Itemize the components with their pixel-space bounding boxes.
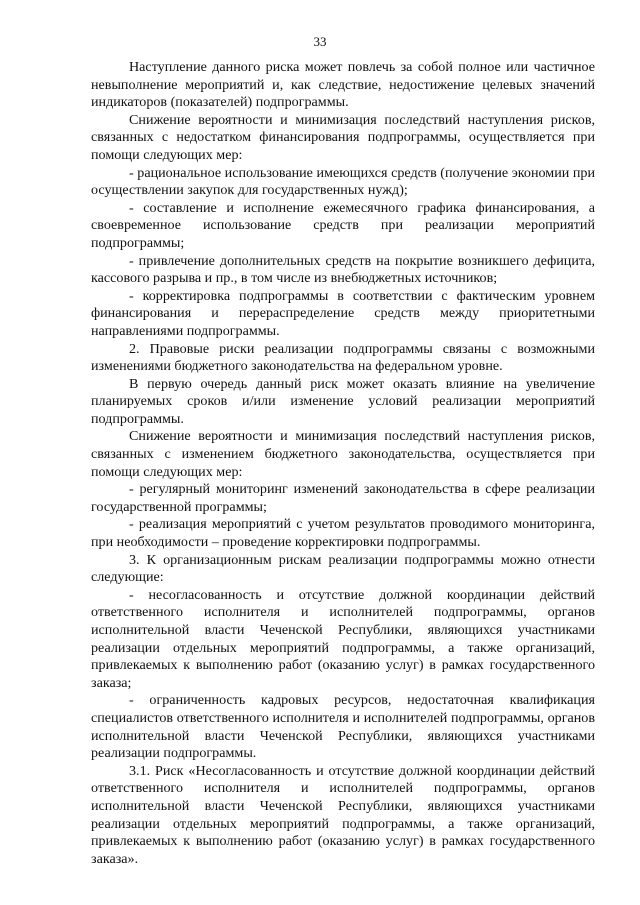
list-item: - регулярный мониторинг изменений законодательства в сфере реализации государственной программы; [91,481,595,515]
page-number: 33 [313,34,327,49]
list-item: - ограниченность кадровых ресурсов, недостаточная квалификация специалистов ответственного исполнителя и исполнителей подпрограммы, органов исполнительной власти Чеченской Республики, являющихся участниками реализации подпрограммы. [91,692,595,762]
paragraph: 3. К организационным рискам реализации подпрограммы можно отнести следующие: [91,551,595,586]
paragraph: Наступление данного риска может повлечь за собой полное или частичное невыполнение мероприятий и, как следствие, недостижение целевых значений индикаторов (показателей) подпрограммы. [91,59,595,111]
list-item: - несогласованность и отсутствие должной координации действий ответственного исполнителя и исполнителей подпрограммы, органов исполнительной власти Чеченской Республики, являющихся участниками реализации отдельных мероприятий подпрограммы, а также организаций, привлекаемых к выполнению работ (оказанию услуг) в рамках государственного заказа; [91,586,595,691]
paragraph: Снижение вероятности и минимизация последствий наступления рисков, связанных с недостатком финансирования подпрограммы, осуществляется при помощи следующих мер: [91,111,595,163]
paragraph: 3.1. Риск «Несогласованность и отсутствие должной координации действий ответственного исполнителя и исполнителей подпрограммы, органов исполнительной власти Чеченской Республики, являющихся участниками реализации отдельных мероприятий подпрограммы, а также организаций, привлекаемых к выполнению работ (оказанию услуг) в рамках государственного заказа». [91,762,595,867]
list-item: - корректировка подпрограммы в соответствии с фактическим уровнем финансирования и перераспределение средств между приоритетными направлениями подпрограммы. [91,287,595,339]
list-item: - реализация мероприятий с учетом результатов проводимого мониторинга, при необходимости – проведение корректировки подпрограммы. [91,516,595,551]
paragraph: В первую очередь данный риск может оказать влияние на увеличение планируемых сроков и/или изменение условий реализации мероприятий подпрограммы. [91,375,595,427]
body-text [91,59,595,868]
list-item: - составление и исполнение ежемесячного графика финансирования, а своевременное использование средств при реализации мероприятий подпрограммы; [91,199,595,251]
paragraph: Снижение вероятности и минимизация последствий наступления рисков, связанных с изменением бюджетного законодательства, осуществляется при помощи следующих мер: [91,428,595,480]
paragraph: 2. Правовые риски реализации подпрограммы связаны с возможными изменениями бюджетного законодательства на федеральном уровне. [91,340,595,375]
list-item: - рациональное использование имеющихся средств (получение экономии при осуществлении закупок для государственных нужд); [91,164,595,199]
list-item: - привлечение дополнительных средств на покрытие возникшего дефицита, кассового разрыва и пр., в том числе из внебюджетных источников; [91,252,595,287]
